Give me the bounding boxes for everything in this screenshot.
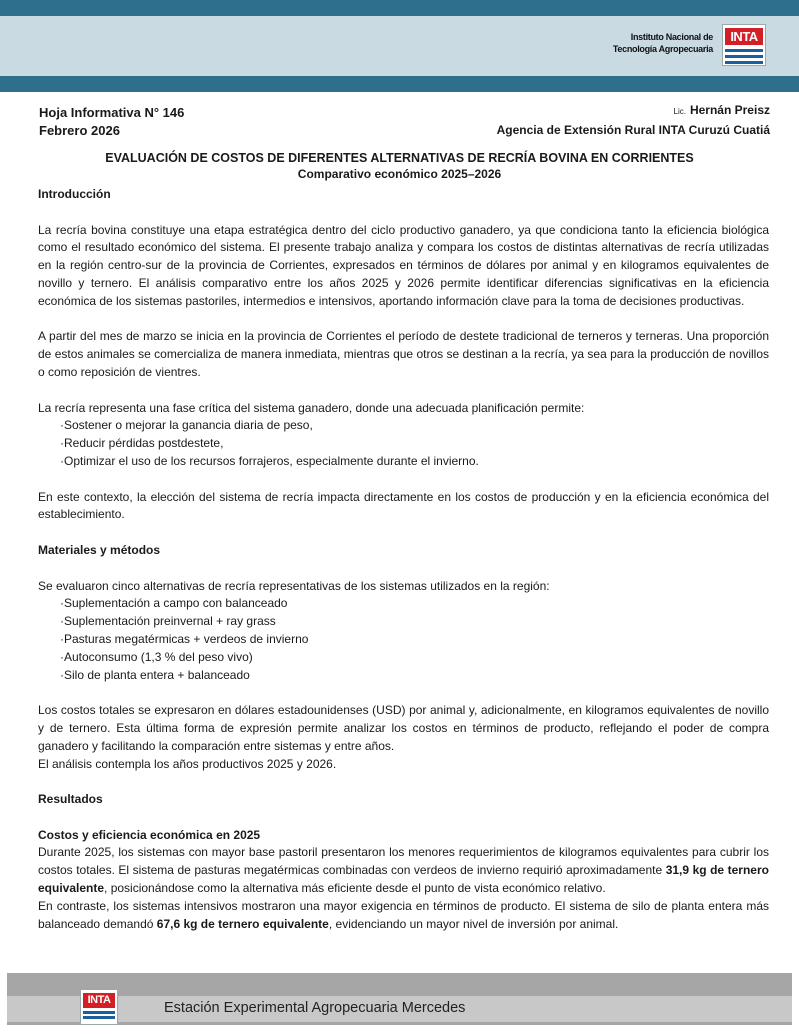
inta-logo — [722, 24, 766, 66]
author-prefix: Lic. — [673, 107, 686, 116]
agency-name: Agencia de Extensión Rural INTA Curuzú Cuatiá — [496, 123, 770, 137]
logo-stripe — [725, 61, 763, 64]
intro-paragraph: En este contexto, la elección del sistema de recría impacta directamente en los costos de producción y en la eficiencia económica del establecimiento. — [38, 489, 769, 522]
highlight-value: 67,6 kg de ternero equivalente — [156, 916, 329, 931]
list-item: ·Silo de planta entera + balanceado — [60, 667, 250, 682]
station-name: Estación Experimental Agropecuaria Mercedes — [164, 1000, 466, 1016]
inta-logo-text: INTA — [83, 993, 115, 1008]
methods-paragraph: Se evaluaron cinco alternativas de recría representativas de los sistemas utilizados en la región: — [38, 578, 550, 593]
institute-name — [613, 31, 713, 55]
intro-paragraph: La recría bovina constituye una etapa estratégica dentro del ciclo productivo ganadero, ya que condiciona tanto la eficiencia biológica como el resultado económico del sistema. El presente trabajo analiza y compara los costos de distintas alternativas de recría utilizadas en la región centro-sur de la provincia de Corrientes, expresados en términos de dólares por animal y en kilogramos equivalentes de novillo y ternero. El análisis comparativo entre los años 2025 y 2026 permite identificar diferencias significativas en la eficiencia económica de los sistemas pastoriles, intermedios e intensivos, aportando información clave para la toma de decisiones productivas. — [38, 222, 769, 308]
author-info — [497, 101, 770, 139]
methods-paragraph: Los costos totales se expresaron en dólares estadounidenses (USD) por animal y, adicionalmente, en kilogramos equivalentes de novillo y de ternero. Esta última forma de expresión permite analizar los costos en términos de producto, reflejando el poder de compra ganadero y facilitando la comparación entre sistemas y entre años. — [38, 703, 769, 753]
document-title: EVALUACIÓN DE COSTOS DE DIFERENTES ALTERNATIVAS DE RECRÍA BOVINA EN CORRIENTES — [105, 151, 694, 165]
bulletin-date: Febrero 2026 — [39, 123, 120, 138]
document-subtitle: Comparativo económico 2025–2026 — [297, 167, 502, 181]
bulletin-number: Hoja Informativa N° 146 — [39, 105, 185, 120]
inta-logo-text: INTA — [725, 28, 763, 45]
header-band-top — [0, 0, 799, 16]
methods-heading: Materiales y métodos — [38, 542, 161, 557]
logo-stripe — [83, 1011, 115, 1014]
institute-line-2: Tecnología Agropecuaria — [612, 44, 713, 54]
logo-stripe — [725, 49, 763, 52]
methods-paragraph: El análisis contempla los años productivos 2025 y 2026. — [38, 756, 337, 771]
list-item: ·Reducir pérdidas postdestete, — [60, 436, 224, 451]
results-subheading: Costos y eficiencia económica en 2025 — [38, 827, 261, 842]
institute-line-1: Instituto Nacional de — [630, 32, 713, 42]
results-paragraph: En contraste, los sistemas intensivos mostraron una mayor exigencia en términos de producto. El sistema de silo de planta entera más balanceado demandó 67,6 kg de ternero equivalente, evidenciando un mayor nivel de inversión por animal. — [38, 898, 769, 931]
list-item: ·Optimizar el uso de los recursos forrajeros, especialmente durante el invierno. — [60, 453, 479, 468]
logo-stripe — [83, 1016, 115, 1019]
results-paragraph: Durante 2025, los sistemas con mayor base pastoril presentaron los menores requerimientos de kilogramos equivalentes para cubrir los costos totales. El sistema de pasturas megatérmicas combinadas con verdeos de invierno requirió aproximadamente 31,9 kg de ternero equivalente, posicionándose como la alternativa más eficiente desde el punto de vista económico relativo. — [38, 845, 769, 896]
inta-footer-logo — [80, 989, 118, 1025]
intro-heading: Introducción — [38, 187, 111, 201]
author-name: Hernán Preisz — [689, 103, 770, 117]
results-heading: Resultados — [38, 792, 103, 807]
intro-paragraph: A partir del mes de marzo se inicia en la provincia de Corrientes el período de destete tradicional de terneros y terneras. Una proporción de estos animales se comercializa de manera inmediata, mientras que otros se destinan a la recría, ya sea para la producción de novillos o como reposición de vientres. — [38, 329, 769, 379]
document-body — [38, 186, 769, 933]
logo-stripe — [725, 55, 763, 58]
list-item: ·Autoconsumo (1,3 % del peso vivo) — [60, 649, 253, 664]
highlight-value: 31,9 kg de ternero equivalente — [38, 863, 769, 896]
list-item: ·Suplementación preinvernal + ray grass — [60, 614, 276, 629]
list-item: ·Sostener o mejorar la ganancia diaria de peso, — [60, 418, 313, 433]
bulletin-info — [39, 104, 184, 140]
header-band-bottom — [0, 76, 799, 92]
list-item: ·Suplementación a campo con balanceado — [60, 596, 288, 611]
intro-paragraph: La recría representa una fase crítica del sistema ganadero, donde una adecuada planificación permite: — [38, 400, 585, 415]
list-item: ·Pasturas megatérmicas + verdeos de invierno — [60, 631, 309, 646]
